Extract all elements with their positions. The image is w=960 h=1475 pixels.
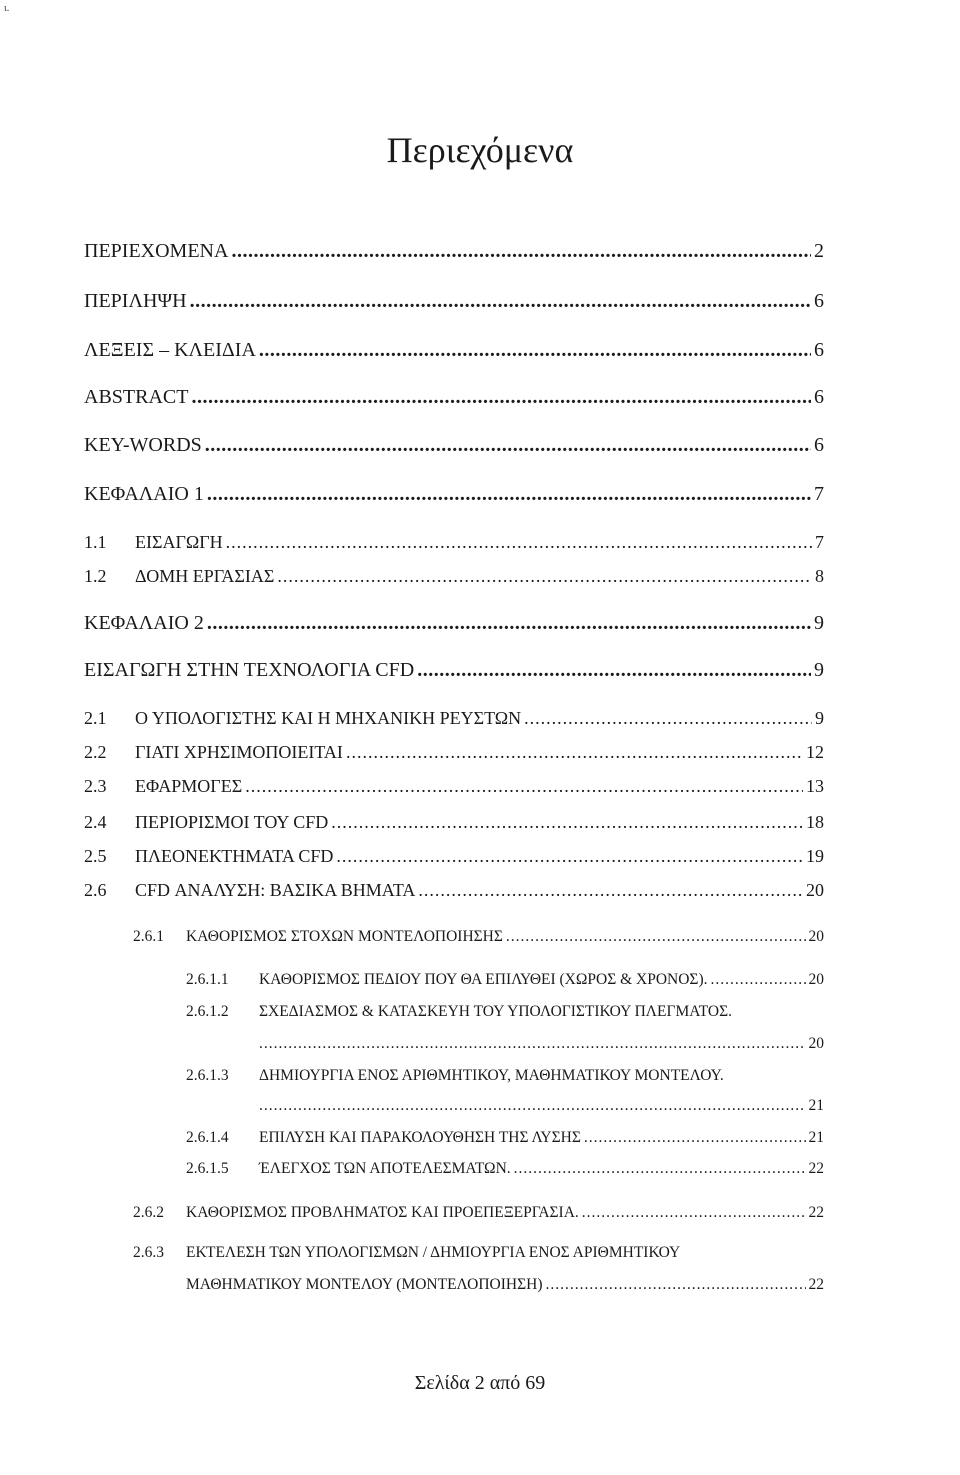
toc-page-number: 20	[808, 971, 824, 988]
toc-page-number: 22	[808, 1276, 824, 1293]
toc-leader-dots	[524, 708, 812, 729]
toc-entry-title: ΚΕΦΑΛΑΙΟ 1	[84, 483, 204, 505]
toc-page-number: 7	[814, 483, 824, 505]
toc-entry-title: ΠΕΡΙΕΧΟΜΕΝΑ	[84, 240, 229, 262]
toc-section-number: 2.5	[84, 846, 107, 866]
toc-entry-title: ΠΕΡΙΛΗΨΗ	[84, 290, 187, 312]
toc-section-number: 2.6	[84, 880, 107, 900]
toc-entry-title: ΛΕΞΕΙΣ – ΚΛΕΙΔΙΑ	[84, 339, 256, 361]
toc-entry-contents[interactable]	[84, 240, 824, 263]
toc-entry-title: ΕΠΙΛΥΣΗ ΚΑΙ ΠΑΡΑΚΟΛΟΥΘΗΣΗ ΤΗΣ ΛΥΣΗΣ	[259, 1129, 581, 1146]
toc-section-number: 2.1	[84, 708, 107, 728]
toc-section-number: 2.6.2	[133, 1204, 164, 1221]
toc-section-number: 2.3	[84, 776, 107, 796]
toc-entry-title: ΈΛΕΓΧΟΣ ΤΩΝ ΑΠΟΤΕΛΕΣΜΑΤΩΝ.	[259, 1160, 511, 1177]
toc-leader-dots	[277, 566, 812, 587]
toc-entry-title: ΠΕΡΙΟΡΙΣΜΟΙ ΤΟΥ CFD	[135, 812, 329, 832]
toc-leader-dots	[418, 880, 803, 901]
toc-entry-2-4[interactable]	[84, 812, 824, 833]
toc-leader-dots	[514, 1160, 806, 1178]
toc-section-number: 2.6.1.1	[186, 971, 229, 988]
toc-entry-title: ΚΑΘΟΡΙΣΜΟΣ ΠΕΔΙΟΥ ΠΟΥ ΘΑ ΕΠΙΛΥΘΕΙ (ΧΩΡΟΣ & ΧΡΟΝΟΣ).	[259, 971, 708, 988]
toc-leader-dots	[207, 483, 811, 506]
toc-page-number: 9	[815, 708, 824, 728]
toc-entry-intro-cfd[interactable]	[84, 659, 824, 682]
toc-page-number: 6	[814, 386, 824, 408]
toc-entry-title: ΕΦΑΡΜΟΓΕΣ	[135, 776, 243, 796]
toc-page-number: 2	[814, 240, 824, 262]
toc-entry-abstract[interactable]	[84, 386, 824, 409]
toc-leader-dots	[205, 434, 811, 457]
toc-page-number: 13	[806, 776, 824, 796]
toc-entry-2-6-1-3-page[interactable]	[259, 1097, 824, 1115]
toc-entry-title: CFD ΑΝΑΛΥΣΗ: ΒΑΣΙΚΑ ΒΗΜΑΤΑ	[135, 880, 416, 900]
toc-entry-2-6-3[interactable]	[133, 1244, 680, 1262]
toc-page-number: 21	[808, 1097, 824, 1114]
toc-entry-title: ABSTRACT	[84, 386, 189, 408]
toc-section-number: 2.4	[84, 812, 107, 832]
toc-leader-dots	[245, 776, 803, 797]
toc-entry-2-6-1-5[interactable]	[186, 1160, 824, 1178]
toc-entry-2-6-2[interactable]	[133, 1204, 824, 1222]
toc-entry-title: ΕΙΣΑΓΩΓΗ	[135, 532, 223, 552]
page-title: Περιεχόμενα	[386, 130, 574, 170]
toc-page-number: 20	[808, 928, 824, 945]
toc-section-number: 2.6.1	[133, 928, 164, 945]
toc-entry-2-1[interactable]	[84, 708, 824, 729]
toc-entry-key-words[interactable]	[84, 434, 824, 457]
toc-entry-1-1[interactable]	[84, 532, 824, 553]
toc-leader-dots	[226, 532, 812, 553]
toc-section-number: 2.6.1.3	[186, 1067, 229, 1084]
toc-leader-dots	[584, 1129, 806, 1147]
toc-page-number: 8	[815, 566, 824, 586]
toc-entry-2-6-1-3[interactable]	[186, 1067, 724, 1085]
toc-entry-2-6-1[interactable]	[133, 928, 824, 946]
toc-section-number: 2.6.1.5	[186, 1160, 229, 1177]
toc-leader-dots	[545, 1276, 805, 1294]
toc-entry-title: ΔΟΜΗ ΕΡΓΑΣΙΑΣ	[135, 566, 275, 586]
toc-entry-1-2[interactable]	[84, 566, 824, 587]
toc-entry-title: ΓΙΑΤΙ ΧΡΗΣΙΜΟΠΟΙΕΙΤΑΙ	[135, 742, 343, 762]
toc-entry-2-6-1-4[interactable]	[186, 1129, 824, 1147]
toc-page-number: 9	[814, 659, 824, 681]
toc-leader-dots	[259, 1035, 806, 1053]
toc-page-number: 22	[808, 1204, 824, 1221]
toc-leader-dots	[506, 928, 806, 946]
toc-section-number: 2.6.3	[133, 1244, 164, 1261]
toc-leader-dots	[231, 240, 811, 263]
toc-entry-2-5[interactable]	[84, 846, 824, 867]
toc-page-number: 18	[806, 812, 824, 832]
toc-page-number: 7	[815, 532, 824, 552]
toc-page-number: 12	[806, 742, 824, 762]
toc-entry-title: ΚΑΘΟΡΙΣΜΟΣ ΣΤΟΧΩΝ ΜΟΝΤΕΛΟΠΟΙΗΣΗΣ	[186, 928, 503, 945]
toc-page-number: 6	[814, 339, 824, 361]
toc-entry-2-6-1-1[interactable]	[186, 971, 824, 989]
toc-leader-dots	[259, 1097, 806, 1115]
toc-section-number: 2.2	[84, 742, 107, 762]
toc-entry-title: ΠΛΕΟΝΕΚΤΗΜΑΤΑ CFD	[135, 846, 334, 866]
toc-entry-title: ΕΚΤΕΛΕΣΗ ΤΩΝ ΥΠΟΛΟΓΙΣΜΩΝ / ΔΗΜΙΟΥΡΓΙΑ ΕΝΟΣ ΑΡΙΘΜΗΤΙΚΟΥ	[186, 1244, 681, 1261]
toc-entry-title: ΣΧΕΔΙΑΣΜΟΣ & ΚΑΤΑΣΚΕΥΗ ΤΟΥ ΥΠΟΛΟΓΙΣΤΙΚΟΥ ΠΛΕΓΜΑΤΟΣ.	[259, 1003, 732, 1020]
toc-leader-dots	[346, 742, 803, 763]
toc-leader-dots	[417, 659, 811, 682]
toc-leader-dots	[336, 846, 803, 867]
toc-entry-keywords-gr[interactable]	[84, 339, 824, 362]
toc-page-number: 6	[814, 290, 824, 312]
toc-entry-summary[interactable]	[84, 290, 824, 313]
toc-leader-dots	[190, 290, 811, 313]
toc-entry-title: ΚΑΘΟΡΙΣΜΟΣ ΠΡΟΒΛΗΜΑΤΟΣ ΚΑΙ ΠΡΟΕΠΕΞΕΡΓΑΣΙΑ.	[186, 1204, 579, 1221]
toc-entry-title: KEY-WORDS	[84, 434, 202, 456]
toc-entry-2-3[interactable]	[84, 776, 824, 797]
toc-page-number: 6	[814, 434, 824, 456]
corner-mark: ι.	[4, 3, 10, 14]
toc-entry-title-cont: ΜΑΘΗΜΑΤΙΚΟΥ ΜΟΝΤΕΛΟΥ (ΜΟΝΤΕΛΟΠΟΙΗΣΗ)	[186, 1276, 543, 1293]
toc-entry-2-6-1-2[interactable]	[186, 1003, 732, 1021]
toc-section-number: 1.1	[84, 532, 107, 552]
toc-entry-2-6-3-cont[interactable]	[186, 1276, 824, 1294]
toc-page-number: 19	[806, 846, 824, 866]
toc-entry-2-6-1-2-page[interactable]	[259, 1035, 824, 1053]
toc-section-number: 2.6.1.4	[186, 1129, 229, 1146]
toc-page-number: 22	[808, 1160, 824, 1177]
toc-leader-dots	[259, 339, 811, 362]
toc-page-number: 20	[808, 1035, 824, 1052]
toc-page-number: 9	[814, 612, 824, 634]
toc-leader-dots	[207, 612, 811, 635]
toc-entry-chapter-2[interactable]	[84, 612, 824, 635]
toc-entry-2-6[interactable]	[84, 880, 824, 901]
toc-leader-dots	[191, 386, 811, 409]
toc-section-number: 1.2	[84, 566, 107, 586]
toc-entry-title: ΚΕΦΑΛΑΙΟ 2	[84, 612, 204, 634]
toc-leader-dots	[331, 812, 803, 833]
toc-leader-dots	[582, 1204, 806, 1222]
toc-entry-title: Ο ΥΠΟΛΟΓΙΣΤΗΣ ΚΑΙ Η ΜΗΧΑΝΙΚΗ ΡΕΥΣΤΩΝ	[135, 708, 522, 728]
toc-page-number: 20	[806, 880, 824, 900]
toc-leader-dots	[711, 971, 806, 989]
page-footer: Σελίδα 2 από 69	[414, 1372, 546, 1394]
toc-entry-chapter-1[interactable]	[84, 483, 824, 506]
toc-entry-2-2[interactable]	[84, 742, 824, 763]
toc-page-number: 21	[808, 1129, 824, 1146]
toc-section-number: 2.6.1.2	[186, 1003, 229, 1020]
toc-entry-title: ΔΗΜΙΟΥΡΓΙΑ ΕΝΟΣ ΑΡΙΘΜΗΤΙΚΟΥ, ΜΑΘΗΜΑΤΙΚΟΥ ΜΟΝΤΕΛΟΥ.	[259, 1067, 724, 1084]
toc-entry-title: ΕΙΣΑΓΩΓΗ ΣΤΗΝ ΤΕΧΝΟΛΟΓΙΑ CFD	[84, 659, 415, 681]
